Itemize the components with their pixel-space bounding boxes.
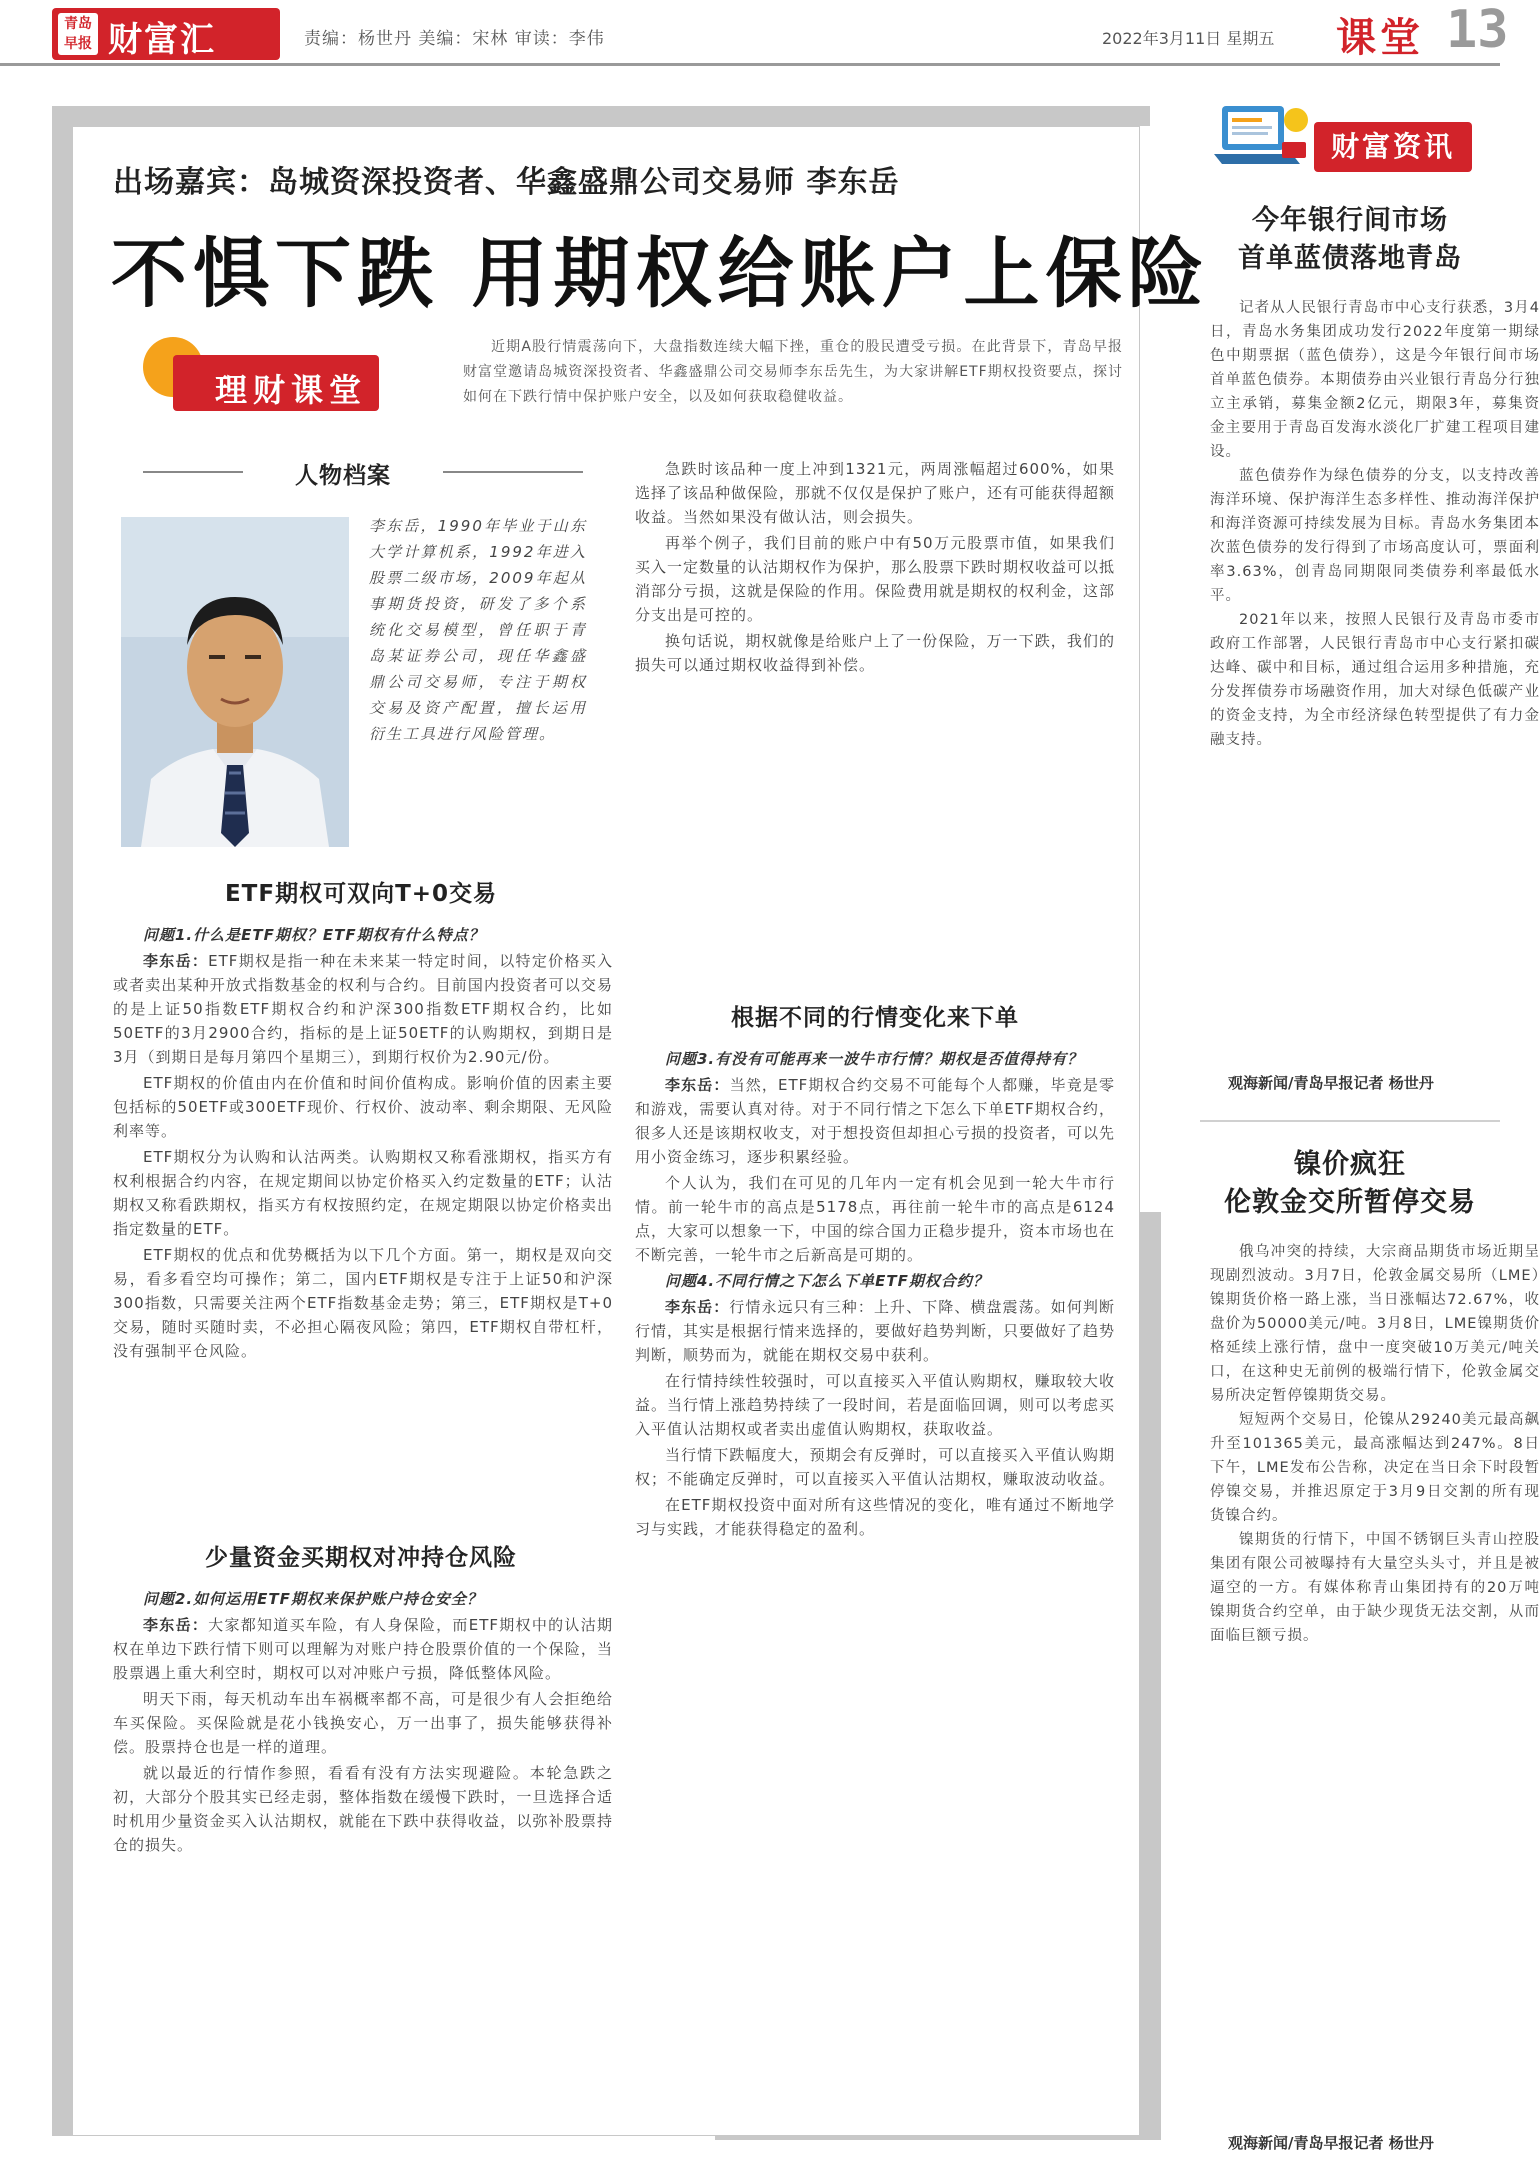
- editor-credits: 责编：杨世丹 美编：宋林 审读：李伟: [304, 29, 605, 49]
- frame-shadow-left: [52, 106, 72, 2136]
- section-body-4: [635, 1047, 1115, 1543]
- paragraph: 明天下雨，每天机动车出车祸概率都不高，可是很少有人会拒绝给车买保险。买保险就是花小钱换安心，万一出事了，损失能够获得补偿。股票持仓也是一样的道理。: [113, 1690, 613, 1756]
- profile-heading: 人物档案: [295, 463, 391, 489]
- side-story-2-body: [1210, 1240, 1540, 2120]
- section-body-2: [113, 1587, 613, 1859]
- paragraph: 短短两个交易日，伦镍从29240美元最高飙升至101365美元，最高涨幅达到247%。8日下午，LME发布公告称，决定在当日余下时段暂停镍交易，并推迟原定于3月9日交割的所有现货镍合约。: [1210, 1412, 1540, 1524]
- paragraph: 个人认为，我们在可见的几年内一定有机会见到一轮大牛市行情。前一轮牛市的高点是5178点，再往前一轮牛市的高点是6124点，大家可以想象一下，中国的综合国力正稳步提升，资本市场也在不断完善，一轮牛市之后新高是可期的。: [635, 1174, 1116, 1264]
- issue-date: 2022年3月11日 星期五: [1102, 29, 1275, 48]
- section-heading-2: 少量资金买期权对冲持仓风险: [205, 1545, 517, 1571]
- side-story-1-byline: 观海新闻/青岛早报记者 杨世丹: [1228, 1074, 1434, 1092]
- paragraph: 当行情下跌幅度大，预期会有反弹时，可以直接买入平值认购期权；不能确定反弹时，可以直接买入平值认沽期权，赚取波动收益。: [635, 1446, 1116, 1488]
- answer-label: 李东岳：: [665, 1298, 730, 1316]
- news-laptop-icon: [1212, 98, 1312, 174]
- section-heading-1: ETF期权可双向T+0交易: [224, 881, 498, 907]
- paragraph: 俄乌冲突的持续，大宗商品期货市场近期呈现剧烈波动。3月7日，伦敦金属交易所（LME）镍期货价格一路上涨，当日涨幅达72.67%，收盘价为50000美元/吨。3月8日，LME镍期货价格延续上涨行情，盘中一度突破10万美元/吨关口，在这种史无前例的极端行情下，伦敦金属交易所决定暂停镍期货交易。: [1210, 1244, 1540, 1404]
- answer-label: 李东岳：: [143, 952, 209, 970]
- feature-article: [72, 126, 1210, 2136]
- page-number: 13: [1446, 0, 1509, 60]
- title-line: 今年银行间市场: [1252, 205, 1448, 236]
- paragraph: ETF期权的价值由内在价值和时间价值构成。影响价值的因素主要包括标的50ETF或300ETF现价、行权价、波动率、剩余期限、无风险利率等。: [113, 1074, 613, 1140]
- side-story-1-title: [1200, 202, 1500, 278]
- profile-bio: 李东岳，1990年毕业于山东大学计算机系，1992年进入股票二级市场，2009年起从事期货投资，研发了多个系统化交易模型，曾任职于青岛某证券公司，现任华鑫盛鼎公司交易师，专注于期权交易及资产配置，擅长运用衍生工具进行风险管理。: [369, 517, 587, 743]
- frame-shadow-top: [52, 106, 1150, 126]
- paragraph: 蓝色债券作为绿色债券的分支，以支持改善海洋环境、保护海洋生态多样性、推动海洋保护和海洋资源可持续发展为目标。青岛水务集团本次蓝色债券的发行得到了市场高度认可，票面利率3.63%，创青岛同期限同类债券利率最低水平。: [1210, 468, 1540, 604]
- paragraph: 在ETF期权投资中面对所有这些情况的变化，唯有通过不断地学习与实践，才能获得稳定的盈利。: [635, 1496, 1115, 1538]
- lead-paragraph: 近期A股行情震荡向下，大盘指数连续大幅下挫，重仓的股民遭受亏损。在此背景下，青岛早报财富堂邀请岛城资深投资者、华鑫盛鼎公司交易师李东岳先生，为大家讲解ETF期权投资要点，探讨如何在下跌行情中保护账户安全，以及如何获取稳健收益。: [463, 339, 1123, 405]
- section-body-1: [113, 923, 613, 1365]
- badge-label: 理财课堂: [215, 371, 368, 409]
- question-3: 问题3.有没有可能再来一波牛市行情？期权是否值得持有？: [665, 1050, 1084, 1068]
- divider: [1200, 1120, 1500, 1122]
- question-4: 问题4.不同行情之下怎么下单ETF期权合约？: [665, 1272, 989, 1290]
- side-story-1-body: [1210, 296, 1540, 1066]
- answer-label: 李东岳：: [143, 1616, 209, 1634]
- paragraph: 再举个例子，我们目前的账户中有50万元股票市值，如果我们买入一定数量的认沽期权作为保护，那么股票下跌时期权收益可以抵消部分亏损，这就是保险的作用。保险费用就是期权的权利金，这部分支出是可控的。: [635, 534, 1116, 624]
- paragraph: 镍期货的行情下，中国不锈钢巨头青山控股集团有限公司被曝持有大量空头头寸，并且是被逼空的一方。有媒体称青山集团持有的20万吨镍期货合约空单，由于缺少现货无法交割，从而面临巨额亏损。: [1210, 1532, 1540, 1644]
- divider: [443, 471, 583, 473]
- paragraph: 行情永远只有三种：上升、下降、横盘震荡。如何判断行情，其实是根据行情来选择的，要做好趋势判断，只要做好了趋势判断，顺势而为，就能在期权交易中获利。: [635, 1298, 1116, 1364]
- section-body-3: [635, 457, 1115, 679]
- headline: 不惧下跌 用期权给账户上保险: [111, 229, 1210, 318]
- paragraph: 大家都知道买车险，有人身保险，而ETF期权中的认沽期权在单边下跌行情下则可以理解为对账户持仓股票价值的一个保险，当股票遇上重大利空时，期权可以对冲账户亏损，降低整体风险。: [113, 1616, 613, 1682]
- guest-line: 出场嘉宾：岛城资深投资者、华鑫盛鼎公司交易师 李东岳: [113, 165, 900, 200]
- paragraph: 当然，ETF期权合约交易不可能每个人都赚，毕竟是零和游戏，需要认真对待。对于不同行情之下怎么下单ETF期权合约，很多人还是该期权收支，对于想投资但却担心亏损的投资者，可以先用小资金练习，逐步积累经验。: [635, 1076, 1116, 1166]
- section-heading-4: 根据不同的行情变化来下单: [731, 1005, 1019, 1031]
- paragraph: 就以最近的行情作参照，看看有没有方法实现避险。本轮急跌之初，大部分个股其实已经走弱，整体指数在缓慢下跌时，一旦选择合适时机用少量资金买入认沽期权，就能在下跌中获得收益，以弥补股票持仓的损失。: [113, 1764, 613, 1854]
- portrait-illustration: [121, 517, 349, 847]
- side-story-2-byline: 观海新闻/青岛早报记者 杨世丹: [1228, 2134, 1434, 2152]
- side-story-2-title: [1200, 1146, 1500, 1222]
- paragraph: 急跌时该品种一度上冲到1321元，两周涨幅超过600%，如果选择了该品种做保险，那就不仅仅是保护了账户，还有可能获得超额收益。当然如果没有做认沽，则会损失。: [635, 460, 1116, 526]
- section-name: 财富汇: [108, 20, 216, 60]
- title-line: 首单蓝债落地青岛: [1238, 243, 1462, 274]
- title-line: 伦敦金交所暂停交易: [1224, 1187, 1476, 1218]
- paragraph: 在行情持续性较强时，可以直接买入平值认购期权，赚取较大收益。当行情上涨趋势持续了一段时间，若是面临回调，则可以考虑买入平值认沽期权或者卖出虚值认购期权，获取收益。: [635, 1372, 1116, 1438]
- paragraph: 换句话说，期权就像是给账户上了一份保险，万一下跌，我们的损失可以通过期权收益得到补偿。: [635, 632, 1115, 674]
- paragraph: ETF期权的优点和优势概括为以下几个方面。第一，期权是双向交易，看多看空均可操作；第二，国内ETF期权是专注于上证50和沪深300指数，只需要关注两个ETF指数基金走势；第三，ETF期权是T+0交易，随时买随时卖，不必担心隔夜风险；第四，ETF期权自带杠杆，没有强制平仓风险。: [113, 1246, 613, 1360]
- column-name: 课堂: [1336, 15, 1424, 61]
- logo-mini: 青岛早报: [58, 13, 98, 55]
- answer-label: 李东岳：: [665, 1076, 730, 1094]
- question-2: 问题2.如何运用ETF期权来保护账户持仓安全？: [143, 1590, 483, 1608]
- newspaper-logo: [52, 8, 280, 60]
- question-1: 问题1.什么是ETF期权？ETF期权有什么特点？: [143, 926, 485, 944]
- paragraph: 记者从人民银行青岛市中心支行获悉，3月4日，青岛水务集团成功发行2022年度第一期绿色中期票据（蓝色债券），这是今年银行间市场首单蓝色债券。本期债券由兴业银行青岛分行独立主承销，募集金额2亿元，期限3年，募集资金主要用于青岛百发海水淡化厂扩建工程项目建设。: [1210, 300, 1540, 460]
- portrait-photo: [121, 517, 349, 847]
- column-badge: [143, 337, 383, 417]
- title-line: 镍价疯狂: [1294, 1149, 1406, 1180]
- paragraph: ETF期权分为认购和认沽两类。认购期权又称看涨期权，指买方有权利根据合约内容，在规定期间以协定价格买入约定数量的ETF；认沽期权又称看跌期权，指买方有权按照约定，在规定期限以协定价格卖出指定数量的ETF。: [113, 1148, 613, 1238]
- side-column-header: 财富资讯: [1314, 122, 1472, 172]
- masthead: [0, 0, 1509, 66]
- divider: [143, 471, 243, 473]
- paragraph: 2021年以来，按照人民银行及青岛市委市政府工作部署，人民银行青岛市中心支行紧扣碳达峰、碳中和目标，通过组合运用多种措施，充分发挥债券市场融资作用，加大对绿色低碳产业的资金支持，为全市经济绿色转型提供了有力金融支持。: [1210, 612, 1540, 748]
- paragraph: ETF期权是指一种在未来某一特定时间，以特定价格买入或者卖出某种开放式指数基金的权利与合约。目前国内投资者可以交易的是上证50指数ETF期权合约和沪深300指数ETF期权合约，比如50ETF的3月2900合约，指标的是上证50ETF的认购期权，到期日是3月（到期日是每月第四个星期三），到期行权价为2.90元/份。: [113, 952, 613, 1066]
